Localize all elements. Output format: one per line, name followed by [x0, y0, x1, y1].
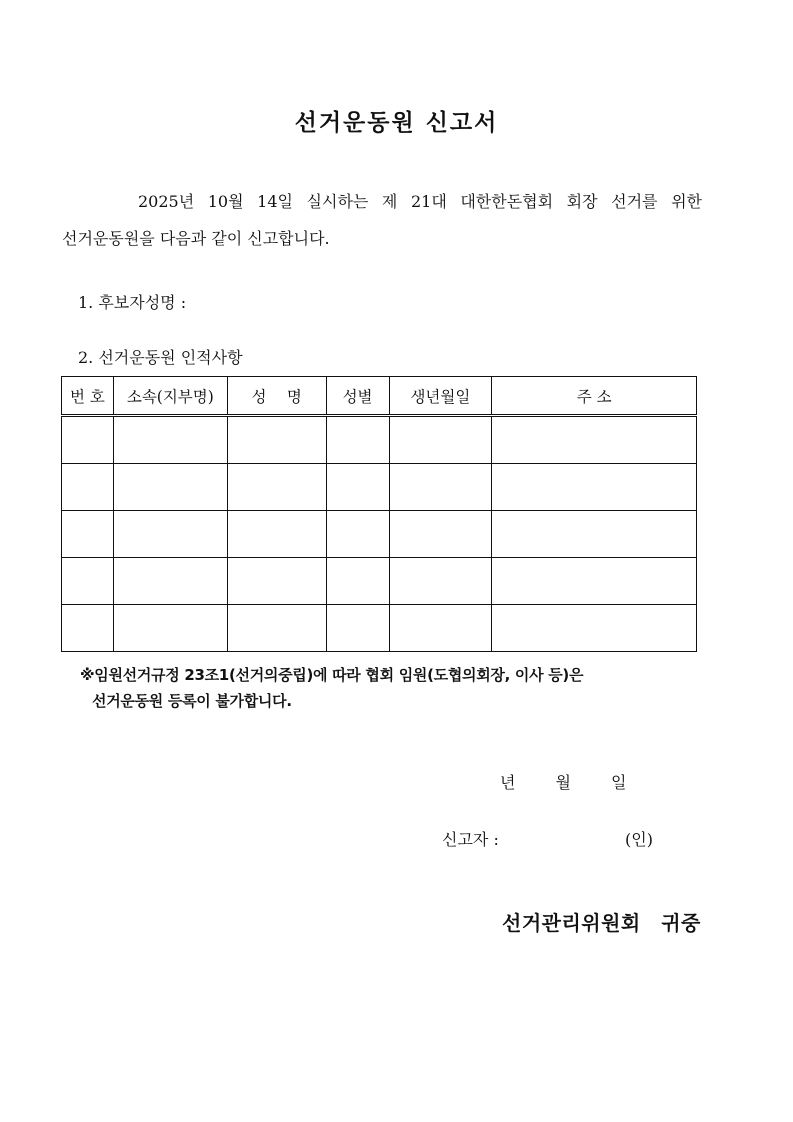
date-line [500, 770, 626, 793]
candidate-name-label: 1. 후보자성명 : [78, 293, 187, 312]
table-cell[interactable] [62, 416, 114, 464]
table-cell[interactable] [227, 416, 326, 464]
table-cell[interactable] [326, 464, 389, 511]
table-cell[interactable] [389, 558, 492, 605]
table-cell[interactable] [62, 464, 114, 511]
date-month: 월 [555, 773, 571, 792]
table-cell[interactable] [113, 464, 227, 511]
table-cell[interactable] [389, 605, 492, 652]
table-cell[interactable] [492, 605, 697, 652]
table-cell[interactable] [113, 511, 227, 558]
table-row [62, 464, 697, 511]
header-affiliation: 소속(지부명) [113, 377, 227, 416]
staff-table [61, 376, 697, 652]
table-cell[interactable] [326, 416, 389, 464]
table-cell[interactable] [62, 605, 114, 652]
date-day: 일 [610, 773, 627, 792]
table-cell[interactable] [326, 511, 389, 558]
seal-label: (인) [625, 830, 653, 849]
notice-line-1: ※임원선거규정 23조1(선거의중립)에 따라 협회 임원(도협의회장, 이사 등)은 [80, 666, 584, 684]
table-cell[interactable] [389, 416, 492, 464]
intro-line-1: 2025년 10월 14일 실시하는 제 21대 대한한돈협회 회장 선거를 위한 [138, 192, 702, 211]
table-cell[interactable] [389, 511, 492, 558]
table-cell[interactable] [492, 511, 697, 558]
table-row [62, 416, 697, 464]
table-cell[interactable] [62, 511, 114, 558]
table-row [62, 511, 697, 558]
table-cell[interactable] [113, 416, 227, 464]
date-year: 년 [500, 773, 516, 792]
table-cell[interactable] [227, 511, 326, 558]
table-cell[interactable] [326, 558, 389, 605]
table-header-row [62, 377, 697, 416]
table-row [62, 558, 697, 605]
header-birthdate: 생년월일 [389, 377, 492, 416]
table-cell[interactable] [492, 416, 697, 464]
table-cell[interactable] [389, 464, 492, 511]
table-cell[interactable] [227, 558, 326, 605]
header-gender: 성별 [326, 377, 389, 416]
header-number: 번 호 [62, 377, 114, 416]
notice-line-2: 선거운동원 등록이 불가합니다. [92, 692, 292, 710]
intro-line-2: 선거운동원을 다음과 같이 신고합니다. [62, 229, 330, 248]
table-row [62, 605, 697, 652]
table-cell[interactable] [227, 605, 326, 652]
recipient-line: 선거관리위원회 귀중 [502, 911, 701, 935]
table-cell[interactable] [492, 464, 697, 511]
table-cell[interactable] [113, 605, 227, 652]
reporter-label: 신고자 : [442, 830, 499, 849]
table-cell[interactable] [492, 558, 697, 605]
table-cell[interactable] [326, 605, 389, 652]
table-cell[interactable] [227, 464, 326, 511]
table-cell[interactable] [113, 558, 227, 605]
header-name: 성 명 [227, 377, 326, 416]
staff-info-label: 2. 선거운동원 인적사항 [78, 348, 243, 367]
header-address: 주 소 [492, 377, 697, 416]
table-cell[interactable] [62, 558, 114, 605]
document-title: 선거운동원 신고서 [294, 110, 499, 136]
